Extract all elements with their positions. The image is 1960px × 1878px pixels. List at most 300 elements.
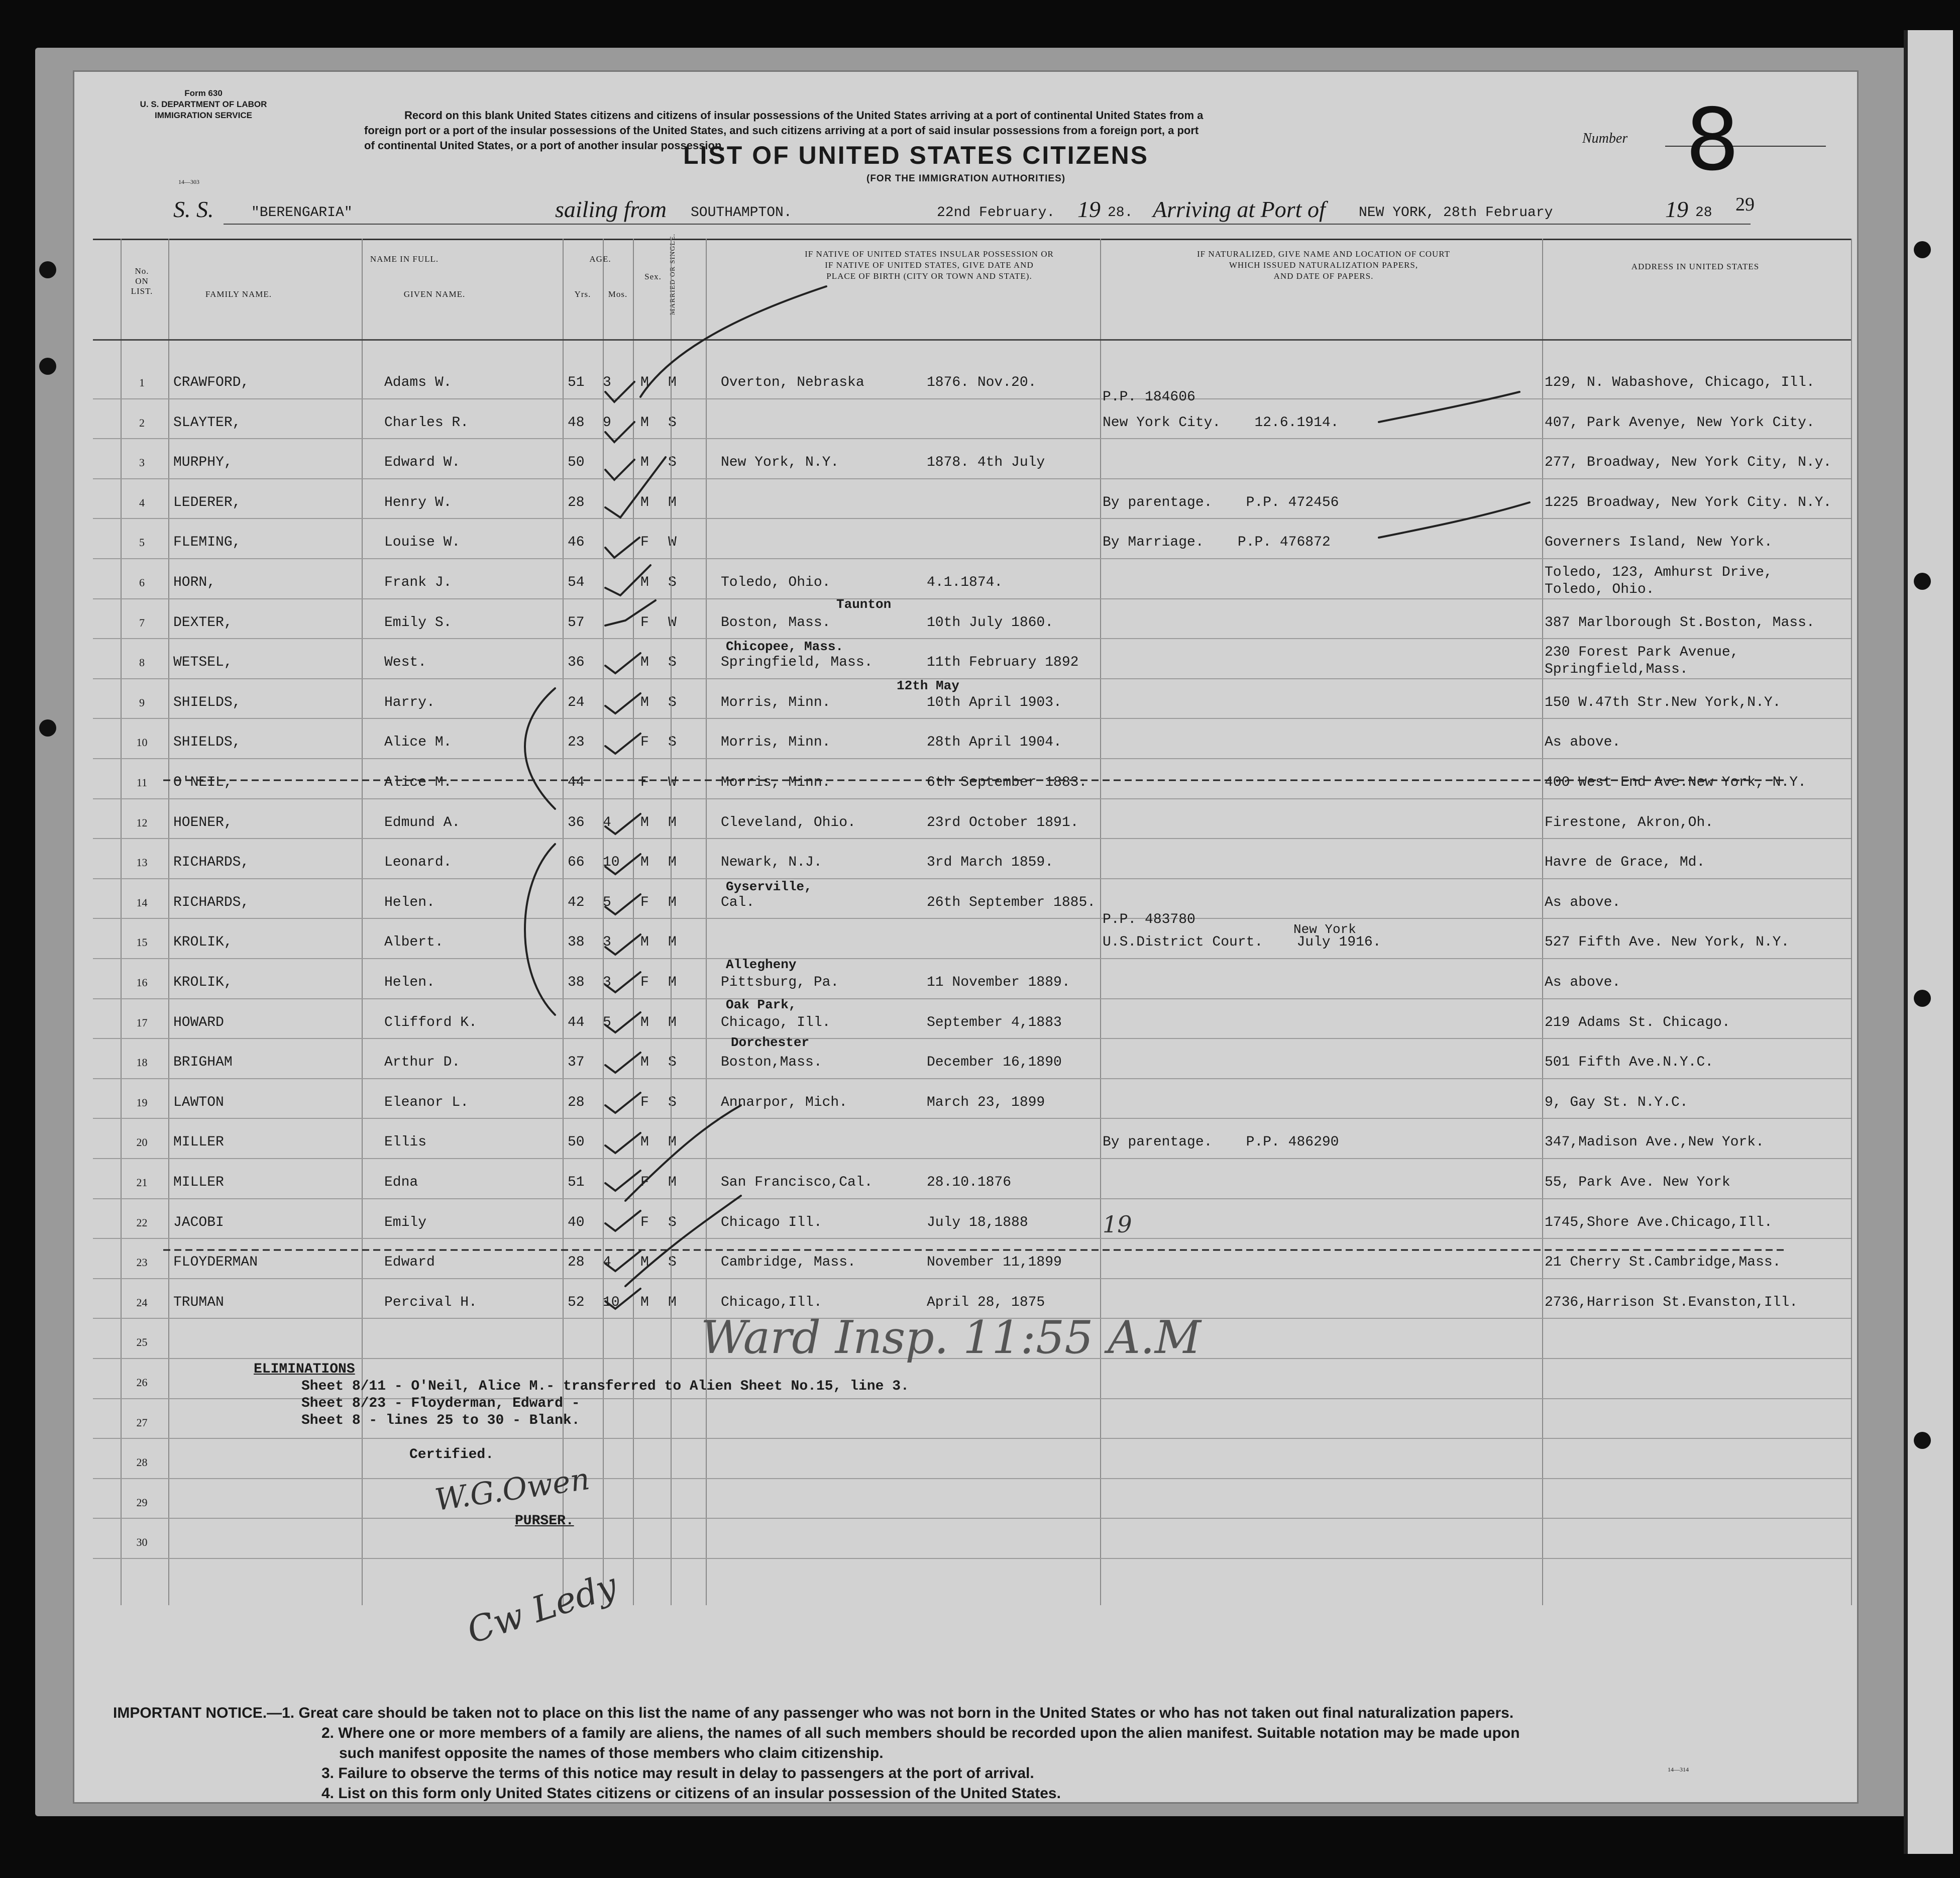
- row-rule: [93, 1478, 1851, 1479]
- row-rule: [93, 958, 1851, 959]
- arriving-label: Arriving at Port of: [1153, 196, 1326, 222]
- notice-item-4: 4. List on this form only United States citizens or citizens of an insular possession of the United States.: [321, 1785, 1061, 1802]
- notice-item-2: 2. Where one or more members of a family are aliens, the names of all such members should be recorded upon the alien manifest. Suitable notation may be made upon: [321, 1725, 1520, 1741]
- inspector-initials: Cw Ledy: [462, 1564, 622, 1652]
- cell-birth-place: Chicago Ill.: [721, 1214, 822, 1230]
- cell-yrs: 50: [568, 1134, 585, 1151]
- row-rule: [93, 1158, 1851, 1159]
- ship-name: "BERENGARIA": [251, 205, 353, 221]
- cell-no: 2: [139, 416, 145, 429]
- cell-ms: S: [668, 414, 677, 431]
- record-line-3: of continental United States, or a port of another insular possession.: [364, 139, 725, 152]
- cell-family: HOWARD: [173, 1014, 224, 1030]
- cell-address: Toledo, 123, Amhurst Drive, Toledo, Ohio.: [1545, 565, 1773, 597]
- cell-sex: F: [640, 975, 649, 990]
- cell-birth-place: Morris, Minn.: [721, 694, 831, 710]
- cell-mos: 10: [603, 1294, 620, 1310]
- cell-family: SLAYTER,: [173, 414, 241, 431]
- cell-ms: S: [668, 455, 677, 471]
- column-rule: [633, 239, 634, 1605]
- cell-mos: 10: [603, 855, 620, 871]
- cell-yrs: 46: [568, 535, 585, 551]
- elimination-line-2: Sheet 8/23 - Floyderman, Edward -: [301, 1396, 580, 1411]
- cell-no: 8: [139, 656, 145, 669]
- handwritten-number: 19: [1103, 1211, 1132, 1238]
- row-rule: [93, 598, 1851, 599]
- cell-no: 19: [136, 1096, 148, 1109]
- cell-ms: M: [668, 814, 677, 830]
- cell-ms: W: [668, 775, 677, 790]
- cell-address: 387 Marlborough St.Boston, Mass.: [1545, 614, 1815, 631]
- cell-family: SHIELDS,: [173, 735, 241, 751]
- cell-birth-date: September 4,1883: [927, 1014, 1062, 1030]
- cell-family: RICHARDS,: [173, 894, 250, 910]
- record-line-1: Record on this blank United States citizens and citizens of insular possessions of the United States arriving at a port of continental United States from a: [404, 109, 1204, 122]
- voyage-line: [73, 196, 1859, 231]
- cell-sex: M: [640, 375, 649, 390]
- cell-address: Governers Island, New York.: [1545, 535, 1773, 551]
- cell-sex: M: [640, 1134, 649, 1151]
- form-subtitle: (FOR THE IMMIGRATION AUTHORITIES): [866, 173, 1066, 184]
- row-rule: [93, 1518, 1851, 1519]
- cell-no: 16: [136, 976, 148, 989]
- cell-given: Arthur D.: [384, 1055, 461, 1071]
- row-rule: [93, 558, 1851, 559]
- cell-ms: W: [668, 614, 677, 631]
- cell-birth-date: 28th April 1904.: [927, 735, 1062, 751]
- certified-label: Certified.: [409, 1447, 494, 1463]
- cell-yrs: 38: [568, 934, 585, 951]
- row-rule: [93, 518, 1851, 519]
- cell-address: 527 Fifth Ave. New York, N.Y.: [1545, 934, 1790, 951]
- cell-nat: New York City. 12.6.1914.: [1103, 414, 1339, 431]
- cell-sex: M: [640, 494, 649, 510]
- voyage-underline: [224, 224, 1751, 225]
- notice-item-3: 3. Failure to observe the terms of this notice may result in delay to passengers at the port of arrival.: [321, 1765, 1034, 1782]
- cell-birth-place: San Francisco,Cal.: [721, 1175, 873, 1190]
- cell-birth-date: 26th September 1885.: [927, 894, 1096, 910]
- cell-given: Adams W.: [384, 375, 452, 390]
- cell-mos: 4: [603, 1255, 611, 1271]
- cell-given: Edmund A.: [384, 814, 461, 830]
- cell-no: 13: [136, 856, 148, 869]
- cell-no: 23: [136, 1256, 148, 1269]
- cell-family: KROLIK,: [173, 934, 233, 951]
- cell-sex: F: [640, 1214, 649, 1230]
- cell-given: Edward W.: [384, 455, 461, 471]
- cell-yrs: 44: [568, 775, 585, 790]
- cell-address: 219 Adams St. Chicago.: [1545, 1014, 1730, 1030]
- cell-mos: 4: [603, 814, 611, 830]
- cell-yrs: 54: [568, 575, 585, 590]
- cell-birth-date: November 11,1899: [927, 1255, 1062, 1271]
- birthplace-correction-row-16: Allegheny: [726, 957, 797, 972]
- cell-address: 2736,Harrison St.Evanston,Ill.: [1545, 1294, 1798, 1310]
- row-rule: [93, 1198, 1851, 1199]
- row-rule: [93, 1078, 1851, 1079]
- cell-given: Ellis: [384, 1134, 427, 1151]
- row-rule: [93, 1558, 1851, 1559]
- cell-sex: M: [640, 1294, 649, 1310]
- cell-sex: F: [640, 614, 649, 631]
- row-rule: [93, 1118, 1851, 1119]
- birthplace-correction-row-8: Chicopee, Mass.: [726, 639, 844, 654]
- ward-inspection-note: Ward Insp. 11:55 A.M: [701, 1311, 1201, 1364]
- cell-family: RICHARDS,: [173, 855, 250, 871]
- cell-ms: S: [668, 1214, 677, 1230]
- cell-sex: F: [640, 735, 649, 751]
- cell-no: 17: [136, 1016, 148, 1029]
- cell-no: 9: [139, 696, 145, 709]
- birthdate-correction-row-9: 12th May: [897, 678, 959, 693]
- adjacent-page-strip: [1904, 30, 1953, 1854]
- cell-address: 277, Broadway, New York City, N.y.: [1545, 455, 1832, 471]
- cell-birth-place: Annarpor, Mich.: [721, 1094, 848, 1110]
- cell-given: Edna: [384, 1175, 418, 1190]
- cell-address: 501 Fifth Ave.N.Y.C.: [1545, 1055, 1714, 1071]
- col-header-name: NAME IN FULL.: [370, 254, 439, 264]
- cell-family: TRUMAN: [173, 1294, 224, 1310]
- court-location-row-15: New York: [1293, 922, 1356, 937]
- cell-family: LEDERER,: [173, 494, 241, 510]
- cell-birth-date: 11 November 1889.: [927, 975, 1070, 990]
- cell-yrs: 36: [568, 814, 585, 830]
- cell-ms: S: [668, 1094, 677, 1110]
- col-header-naturalized: IF NATURALIZED, GIVE NAME AND LOCATION OF COURT WHICH ISSUED NATURALIZATION PAPERS, AND DATE OF PAPERS.: [1196, 249, 1451, 281]
- row-rule: [93, 638, 1851, 639]
- cell-no: 1: [139, 376, 145, 389]
- cell-birth-place: Toledo, Ohio.: [721, 575, 831, 590]
- cell-mos: 5: [603, 894, 611, 910]
- row-rule: [93, 758, 1851, 759]
- cell-no: 6: [139, 576, 145, 589]
- cell-no: 25: [136, 1336, 148, 1349]
- col-header-married: MARRIED OR SINGLE.: [669, 233, 677, 316]
- cell-family: KROLIK,: [173, 975, 233, 990]
- cell-birth-place: Springfield, Mass.: [721, 655, 873, 671]
- sailing-from-label: sailing from: [555, 196, 667, 222]
- cell-no: 29: [136, 1496, 148, 1509]
- pp-number-row-1: P.P. 184606: [1103, 389, 1195, 405]
- cell-birth-place: New York, N.Y.: [721, 455, 839, 471]
- cell-given: Edward: [384, 1255, 435, 1271]
- cell-family: JACOBI: [173, 1214, 224, 1230]
- cell-yrs: 38: [568, 975, 585, 990]
- cell-sex: F: [640, 1094, 649, 1110]
- port-from: SOUTHAMPTON.: [691, 205, 792, 221]
- cell-mos: 3: [603, 975, 611, 990]
- cell-yrs: 52: [568, 1294, 585, 1310]
- row-rule: [93, 1438, 1851, 1439]
- cell-no: 21: [136, 1176, 148, 1189]
- cell-family: MURPHY,: [173, 455, 233, 471]
- cell-nat: U.S.District Court. July 1916.: [1103, 934, 1381, 951]
- cell-family: MILLER: [173, 1134, 224, 1151]
- cell-family: BRIGHAM: [173, 1055, 233, 1071]
- manifest-sheet: [73, 70, 1859, 1804]
- important-notice: [113, 1703, 1821, 1804]
- cell-birth-date: April 28, 1875: [927, 1294, 1045, 1310]
- binder-hole: [1914, 573, 1931, 590]
- purser-label: PURSER.: [515, 1513, 574, 1529]
- col-header-mos: Mos.: [608, 289, 628, 299]
- form-title: LIST OF UNITED STATES CITIZENS: [683, 141, 1149, 169]
- cell-ms: S: [668, 575, 677, 590]
- cell-yrs: 51: [568, 1175, 585, 1190]
- cell-address: Firestone, Akron,Oh.: [1545, 814, 1714, 830]
- year-prefix-from: 19: [1077, 196, 1101, 222]
- cell-given: Louise W.: [384, 535, 461, 551]
- col-header-sex: Sex.: [644, 272, 662, 281]
- cell-sex: M: [640, 575, 649, 590]
- cell-given: Helen.: [384, 894, 435, 910]
- binder-hole: [39, 719, 56, 737]
- cell-address: 55, Park Ave. New York: [1545, 1175, 1730, 1190]
- notice-item-2-cont: such manifest opposite the names of those members who claim citizenship.: [339, 1745, 884, 1761]
- cell-address: As above.: [1545, 975, 1621, 990]
- elimination-line-3: Sheet 8 - lines 25 to 30 - Blank.: [301, 1413, 580, 1428]
- cell-address: 1745,Shore Ave.Chicago,Ill.: [1545, 1214, 1773, 1230]
- cell-family: CRAWFORD,: [173, 375, 250, 390]
- row-rule: [93, 878, 1851, 879]
- cell-birth-date: March 23, 1899: [927, 1094, 1045, 1110]
- cell-ms: W: [668, 535, 677, 551]
- column-rule: [121, 239, 122, 1605]
- cell-nat: By parentage. P.P. 472456: [1103, 494, 1339, 510]
- cell-sex: M: [640, 655, 649, 671]
- cell-mos: 9: [603, 414, 611, 431]
- cell-birth-place: Boston, Mass.: [721, 614, 831, 631]
- cell-given: Eleanor L.: [384, 1094, 469, 1110]
- cell-family: FLEMING,: [173, 535, 241, 551]
- cell-no: 22: [136, 1216, 148, 1229]
- cell-given: Harry.: [384, 694, 435, 710]
- cell-birth-place: Cambridge, Mass.: [721, 1255, 856, 1271]
- cell-given: Emily: [384, 1214, 427, 1230]
- cell-birth-date: 10th April 1903.: [927, 694, 1062, 710]
- service: IMMIGRATION SERVICE: [155, 111, 252, 120]
- cell-yrs: 23: [568, 735, 585, 751]
- cell-family: MILLER: [173, 1175, 224, 1190]
- cell-address: 21 Cherry St.Cambridge,Mass.: [1545, 1255, 1781, 1271]
- cell-no: 10: [136, 736, 148, 749]
- cell-family: WETSEL,: [173, 655, 233, 671]
- cell-birth-place: Chicago, Ill.: [721, 1014, 831, 1030]
- col-header-given: GIVEN NAME.: [403, 289, 466, 299]
- cell-birth-place: Cleveland, Ohio.: [721, 814, 856, 830]
- cell-birth-place: Newark, N.J.: [721, 855, 822, 871]
- row-rule: [93, 1038, 1851, 1039]
- cell-ms: S: [668, 694, 677, 710]
- col-header-age: AGE.: [589, 254, 611, 264]
- cell-no: 15: [136, 936, 148, 949]
- pp-number-row-15: P.P. 483780: [1103, 912, 1195, 927]
- cell-ms: M: [668, 375, 677, 390]
- cell-given: Charles R.: [384, 414, 469, 431]
- cell-address: 129, N. Wabashove, Chicago, Ill.: [1545, 375, 1815, 390]
- column-rule: [1542, 239, 1543, 1605]
- year-prefix-to: 19: [1665, 196, 1688, 222]
- cell-given: West.: [384, 655, 427, 671]
- cell-ms: M: [668, 1134, 677, 1151]
- cell-given: Leonard.: [384, 855, 452, 871]
- cell-sex: M: [640, 1255, 649, 1271]
- cell-nat: By parentage. P.P. 486290: [1103, 1134, 1339, 1151]
- cell-sex: F: [640, 1175, 649, 1190]
- year-to: 28: [1695, 205, 1712, 221]
- cell-sex: M: [640, 855, 649, 871]
- col-header-no: No. ON LIST.: [131, 266, 153, 296]
- binder-hole: [39, 261, 56, 278]
- cell-address: As above.: [1545, 894, 1621, 910]
- cell-no: 26: [136, 1376, 148, 1389]
- cell-no: 7: [139, 616, 145, 629]
- cell-address: 230 Forest Park Avenue, Springfield,Mass.: [1545, 645, 1739, 678]
- cell-address: 9, Gay St. N.Y.C.: [1545, 1094, 1688, 1110]
- notice-line-1: [113, 1703, 1821, 1723]
- cell-ms: M: [668, 1014, 677, 1030]
- cell-ms: S: [668, 655, 677, 671]
- cell-birth-date: 28.10.1876: [927, 1175, 1012, 1190]
- form-number: Form 630: [184, 88, 223, 98]
- cell-birth-date: 11th February 1892: [927, 655, 1079, 671]
- row-rule: [93, 438, 1851, 439]
- cell-sex: F: [640, 535, 649, 551]
- birthplace-correction-row-18: Dorchester: [731, 1035, 810, 1050]
- department: U. S. DEPARTMENT OF LABOR: [140, 99, 267, 109]
- column-rule: [1100, 239, 1101, 1605]
- cell-address: 407, Park Avenye, New York City.: [1545, 414, 1815, 431]
- cell-no: 5: [139, 536, 145, 549]
- cell-nat: By Marriage. P.P. 476872: [1103, 535, 1331, 551]
- row-rule: [93, 998, 1851, 999]
- cell-birth-place: Pittsburg, Pa.: [721, 975, 839, 990]
- cell-yrs: 66: [568, 855, 585, 871]
- cell-birth-place: Morris, Minn.: [721, 735, 831, 751]
- cell-birth-date: 1878. 4th July: [927, 455, 1045, 471]
- cell-sex: M: [640, 1055, 649, 1071]
- cell-address: Havre de Grace, Md.: [1545, 855, 1705, 871]
- cell-birth-date: 6th September 1883.: [927, 775, 1087, 790]
- cell-sex: M: [640, 814, 649, 830]
- birthplace-correction-row-17: Oak Park,: [726, 997, 797, 1012]
- sheet-number: 8: [1685, 90, 1740, 190]
- cell-no: 28: [136, 1456, 148, 1469]
- cell-mos: 3: [603, 375, 611, 390]
- row-rule: [93, 838, 1851, 839]
- cell-mos: 5: [603, 1014, 611, 1030]
- cell-family: LAWTON: [173, 1094, 224, 1110]
- form-id: [128, 88, 279, 121]
- cell-yrs: 51: [568, 375, 585, 390]
- eliminations-heading: ELIMINATIONS: [254, 1362, 355, 1377]
- cell-ms: M: [668, 855, 677, 871]
- cell-sex: F: [640, 894, 649, 910]
- table-top-rule: [93, 239, 1851, 240]
- cell-mos: 3: [603, 934, 611, 951]
- cell-sex: M: [640, 455, 649, 471]
- cell-address: 400 West End Ave.New York, N.Y.: [1545, 775, 1806, 790]
- cell-address: 1225 Broadway, New York City. N.Y.: [1545, 494, 1832, 510]
- cell-family: HOENER,: [173, 814, 233, 830]
- cell-sex: M: [640, 1014, 649, 1030]
- binder-hole: [1914, 241, 1931, 258]
- port-to: NEW YORK, 28th February: [1359, 205, 1553, 221]
- elimination-line-1: Sheet 8/11 - O'Neil, Alice M.- transferred to Alien Sheet No.15, line 3.: [301, 1379, 909, 1394]
- cell-birth-date: 4.1.1874.: [927, 575, 1003, 590]
- cell-no: 12: [136, 816, 148, 829]
- binder-hole: [39, 358, 56, 375]
- cell-address: 347,Madison Ave.,New York.: [1545, 1134, 1764, 1151]
- column-rule: [603, 239, 604, 1605]
- cell-no: 30: [136, 1536, 148, 1549]
- cell-birth-place: Morris, Minn.: [721, 775, 831, 790]
- cell-given: Henry W.: [384, 494, 452, 510]
- binder-hole: [1914, 1432, 1931, 1449]
- cell-no: 4: [139, 496, 145, 509]
- cell-yrs: 48: [568, 414, 585, 431]
- cell-given: Alice M.: [384, 775, 452, 790]
- cell-yrs: 57: [568, 614, 585, 631]
- col-header-birth: IF NATIVE OF UNITED STATES INSULAR POSSESSION OR IF NATIVE OF UNITED STATES, GIVE DATE AND PLACE OF BIRTH (CITY OR TOWN AND STATE).: [805, 249, 1054, 281]
- cell-birth-place: Cal.: [721, 894, 755, 910]
- col-header-yrs: Yrs.: [574, 289, 591, 299]
- cell-family: DEXTER,: [173, 614, 233, 631]
- cell-no: 24: [136, 1296, 148, 1309]
- notice-item-1: —1. Great care should be taken not to place on this list the name of any passenger who was not born in the United States or who has not taken out final naturalization papers.: [267, 1705, 1514, 1721]
- col-header-family: FAMILY NAME.: [205, 289, 272, 299]
- cell-ms: M: [668, 1294, 677, 1310]
- cell-family: FLOYDERMAN: [173, 1255, 258, 1271]
- birthplace-correction-row-14: Gyserville,: [726, 879, 812, 894]
- cell-no: 3: [139, 456, 145, 469]
- cell-family: O'NEIL,: [173, 775, 233, 790]
- sailing-date: 22nd February.: [937, 205, 1055, 221]
- cell-yrs: 42: [568, 894, 585, 910]
- cell-yrs: 40: [568, 1214, 585, 1230]
- row-rule: [93, 1278, 1851, 1279]
- cell-yrs: 24: [568, 694, 585, 710]
- number-label: Number: [1582, 131, 1628, 146]
- cell-ms: S: [668, 735, 677, 751]
- cell-yrs: 44: [568, 1014, 585, 1030]
- cell-ms: M: [668, 494, 677, 510]
- cell-no: 14: [136, 896, 148, 909]
- cell-yrs: 37: [568, 1055, 585, 1071]
- row-rule: [93, 678, 1851, 679]
- row-rule: [93, 718, 1851, 719]
- cell-birth-place: Chicago,Ill.: [721, 1294, 822, 1310]
- purser-signature: W.G.Owen: [432, 1461, 592, 1518]
- cell-ms: M: [668, 1175, 677, 1190]
- cell-birth-date: 10th July 1860.: [927, 614, 1054, 631]
- col-header-address: ADDRESS IN UNITED STATES: [1631, 262, 1760, 271]
- cell-ms: M: [668, 975, 677, 990]
- cell-sex: M: [640, 934, 649, 951]
- row-rule: [93, 798, 1851, 799]
- cell-birth-date: December 16,1890: [927, 1055, 1062, 1071]
- cell-birth-place: Boston,Mass.: [721, 1055, 822, 1071]
- cell-yrs: 28: [568, 494, 585, 510]
- cell-given: Emily S.: [384, 614, 452, 631]
- page-number: 29: [1735, 194, 1755, 215]
- cell-family: SHIELDS,: [173, 694, 241, 710]
- cell-address: 150 W.47th Str.New York,N.Y.: [1545, 694, 1781, 710]
- cell-given: Percival H.: [384, 1294, 477, 1310]
- notice-title: IMPORTANT NOTICE.: [113, 1705, 267, 1721]
- cell-ms: M: [668, 934, 677, 951]
- cell-ms: S: [668, 1055, 677, 1071]
